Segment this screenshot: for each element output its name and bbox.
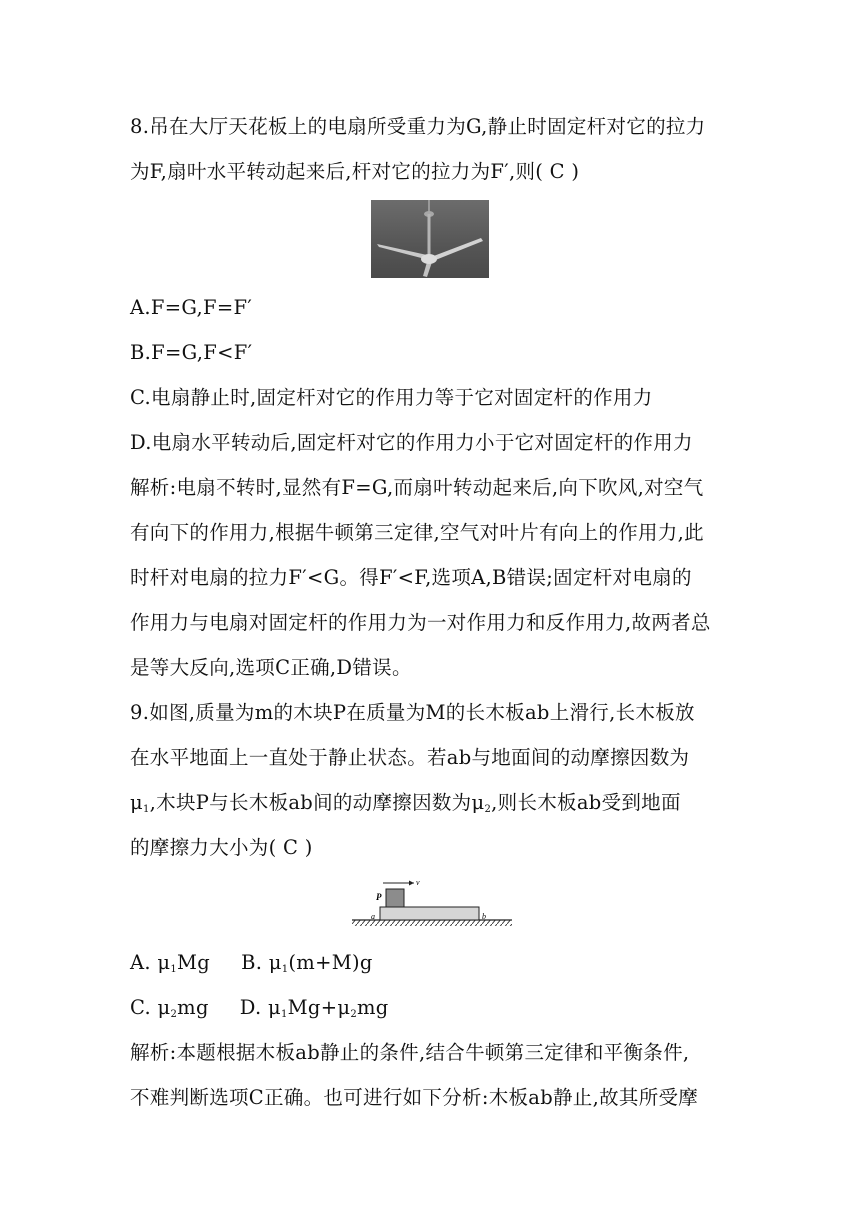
q8-analysis-line2: 有向下的作用力,根据牛顿第三定律,空气对叶片有向上的作用力,此 <box>130 521 704 544</box>
q8-analysis-line5: 是等大反向,选项C正确,D错误。 <box>130 656 412 679</box>
label-b: b <box>482 912 486 921</box>
q9-option-b: B. $\mu_1(m+M)g$ <box>241 951 373 975</box>
q8-option-a: A.F=G,F=F′ <box>130 296 253 319</box>
q8-analysis-line1: 解析:电扇不转时,显然有F=G,而扇叶转动起来后,向下吹风,对空气 <box>130 476 704 499</box>
q8-stem-line1: 8.吊在大厅天花板上的电扇所受重力为G,静止时固定杆对它的拉力 <box>130 115 706 138</box>
q8-option-d: D.电扇水平转动后,固定杆对它的作用力小于它对固定杆的作用力 <box>130 431 693 454</box>
q9-option-a: A. $\mu_1Mg$ <box>130 951 211 975</box>
q8-analysis-line3: 时杆对电扇的拉力F′<G。得F′<F,选项A,B错误;固定杆对电扇的 <box>130 566 692 589</box>
label-p: P <box>376 892 382 902</box>
q9-stem-line2: 在水平地面上一直处于静止状态。若ab与地面间的动摩擦因数为 <box>130 746 690 769</box>
q9-options-cd <box>130 994 389 1022</box>
q8-option-c: C.电扇静止时,固定杆对它的作用力等于它对固定杆的作用力 <box>130 386 653 409</box>
label-a: a <box>371 912 375 921</box>
q9-option-c: C. $\mu_2mg$ <box>130 996 209 1020</box>
q8-option-b: B.F=G,F<F′ <box>130 341 253 364</box>
ceiling-fan-photo <box>371 200 489 278</box>
q9-analysis-line1: 解析:本题根据木板ab静止的条件,结合牛顿第三定律和平衡条件, <box>130 1041 690 1064</box>
label-v: v <box>416 878 420 887</box>
q8-analysis-line4: 作用力与电扇对固定杆的作用力为一对作用力和反作用力,故两者总 <box>130 611 711 634</box>
q9-stem-line3: $\mu_1$,木块P与长木板ab间的动摩擦因数为$\mu_2$,则长木板ab受到地面 <box>130 791 681 815</box>
q9-analysis-line2: 不难判断选项C正确。也可进行如下分析:木板ab静止,故其所受摩 <box>130 1086 699 1109</box>
q9-stem-line1: 9.如图,质量为m的木块P在质量为M的长木板ab上滑行,长木板放 <box>130 701 695 724</box>
q9-options-ab <box>130 949 373 977</box>
q8-stem-line2: 为F,扇叶水平转动起来后,杆对它的拉力为F′,则( C ) <box>130 160 580 183</box>
q9-option-d: D. $\mu_1Mg+\mu_2mg$ <box>239 996 389 1020</box>
block-on-board-diagram <box>352 876 512 928</box>
q9-stem-line4: 的摩擦力大小为( C ) <box>130 836 313 859</box>
